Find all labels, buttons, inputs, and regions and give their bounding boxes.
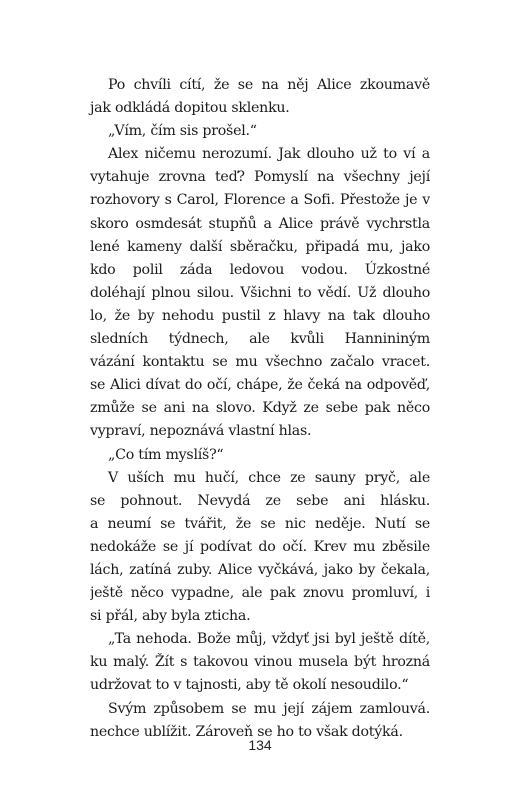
text-line: ku malý. Žít s takovou vinou musela být hrozná	[90, 654, 430, 671]
text-line: lo, že by nehodu pustil z hlavy na tak dlouho	[90, 307, 430, 324]
text-line: lách, zatíná zuby. Alice vyčkává, jako by čekala,	[90, 561, 430, 578]
text-line: skoro osmdesát stupňů a Alice právě vychrstla	[90, 215, 430, 232]
text-line: rozhovory s Carol, Florence a Sofi. Přestože je v	[90, 192, 430, 209]
text-line: doléhají plnou silou. Všichni to vědí. Už dlouho	[90, 284, 430, 301]
text-line: se Alici dívat do očí, chápe, že čeká na odpověď,	[90, 377, 430, 394]
text-line: „Vím, čím sis prošel.“	[108, 123, 257, 140]
text-line: Alex ničemu nerozumí. Jak dlouho už to ví a	[108, 146, 430, 163]
text-line: Svým způsobem se mu její zájem zamlouvá.	[108, 700, 430, 717]
text-line: vázání kontaktu se mu všechno začalo vracet.	[90, 354, 430, 371]
text-line: lené kameny další sběračku, připadá mu, jako	[90, 238, 430, 255]
body-text	[90, 74, 430, 744]
text-line: zmůže se ani na slovo. Když ze sebe pak něco	[90, 400, 430, 417]
text-line: se pohnout. Nevydá ze sebe ani hlásku.	[90, 492, 430, 509]
text-line: sledních týdnech, ale kvůli Hannininým	[90, 331, 430, 348]
text-line: jak odkládá dopitou sklenku.	[90, 100, 290, 117]
text-line: vypraví, nepoznává vlastní hlas.	[90, 423, 312, 440]
page-number: 134	[248, 737, 272, 753]
text-line: nedokáže se jí podívat do očí. Krev mu zběsile	[90, 538, 430, 555]
text-line: udržovat to v tajnosti, aby tě okolí nesoudilo.“	[90, 677, 409, 694]
text-line: nechce ublížit. Zároveň se ho to však dotýká.	[90, 723, 403, 740]
text-line: kdo polil záda ledovou vodou. Úzkostné	[90, 261, 430, 278]
text-line: „Ta nehoda. Bože můj, vždyť jsi byl ještě dítě,	[108, 631, 430, 648]
text-line: V uších mu hučí, chce ze sauny pryč, ale	[108, 469, 430, 486]
text-line: „Co tím myslíš?“	[108, 446, 224, 463]
text-line: si přál, aby byla zticha.	[90, 608, 251, 625]
text-line: Po chvíli cítí, že se na něj Alice zkoumavě	[108, 77, 430, 93]
text-line: a neumí se tvářit, že se nic neděje. Nutí se	[90, 515, 430, 532]
text-line: vytahuje zrovna teď? Pomyslí na všechny její	[90, 169, 430, 186]
text-line: ještě něco vypadne, ale pak znovu promluví, i	[90, 585, 430, 602]
